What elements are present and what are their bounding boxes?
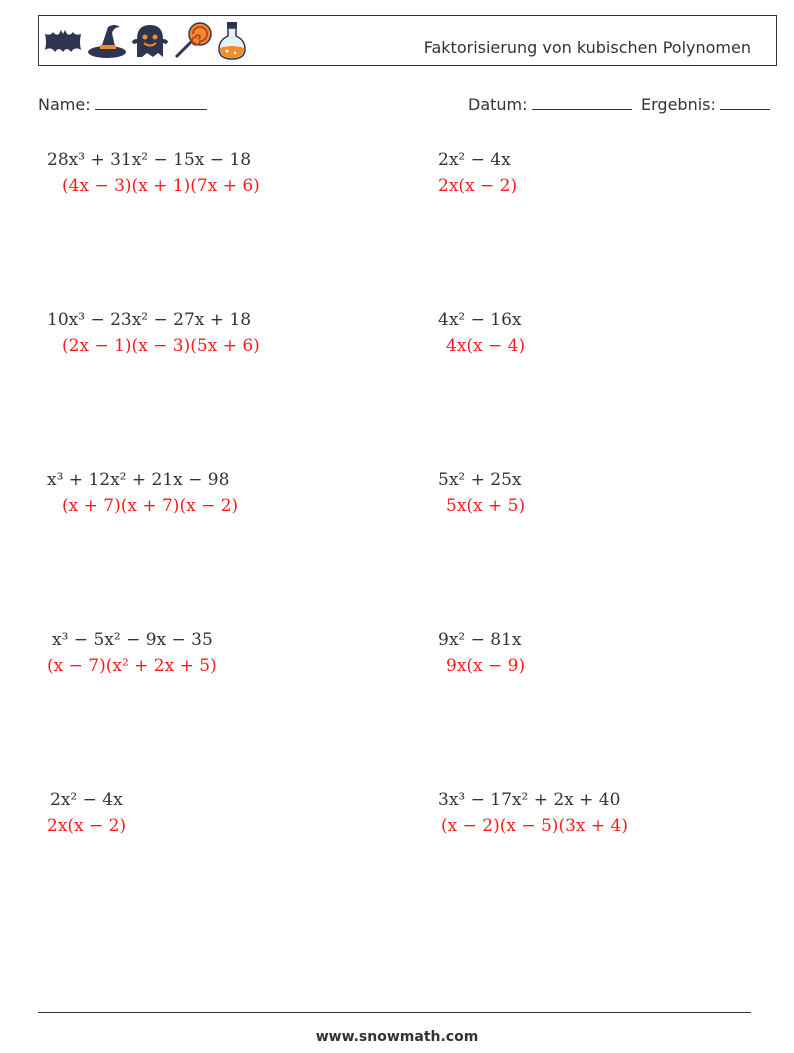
problem-expression: x³ + 12x² + 21x − 98	[47, 470, 230, 490]
name-field[interactable]	[38, 95, 207, 114]
problem-9	[47, 790, 126, 836]
witch-hat-icon	[86, 21, 128, 61]
problem-expression: 2x² − 4x	[50, 790, 123, 810]
problem-answer: (4x − 3)(x + 1)(7x + 6)	[62, 176, 260, 196]
name-label: Name:	[38, 95, 91, 114]
problem-answer: (2x − 1)(x − 3)(5x + 6)	[62, 336, 260, 356]
problem-expression: 9x² − 81x	[438, 630, 522, 650]
problem-expression: 5x² + 25x	[438, 470, 522, 490]
potion-icon	[217, 20, 247, 62]
problem-answer: (x − 7)(x² + 2x + 5)	[47, 656, 217, 676]
problem-7	[47, 630, 217, 676]
problem-expression: 2x² − 4x	[438, 150, 511, 170]
halloween-icons	[43, 20, 247, 62]
problem-expression: 4x² − 16x	[438, 310, 522, 330]
problem-answer: 4x(x − 4)	[446, 336, 526, 356]
problem-answer: 2x(x − 2)	[47, 816, 127, 836]
problem-1	[47, 150, 260, 196]
ghost-icon	[131, 21, 169, 61]
problem-expression: x³ − 5x² − 9x − 35	[52, 630, 213, 650]
problem-expression: 10x³ − 23x² − 27x + 18	[47, 310, 252, 330]
footer-url[interactable]: www.snowmath.com	[315, 1029, 479, 1045]
date-field[interactable]	[468, 95, 632, 114]
date-blank[interactable]	[532, 95, 632, 110]
lollipop-icon	[172, 21, 214, 61]
footer-divider	[38, 1012, 751, 1013]
problem-4	[438, 310, 525, 356]
problem-answer: 5x(x + 5)	[446, 496, 526, 516]
problem-answer: 9x(x − 9)	[446, 656, 526, 676]
worksheet-header	[38, 15, 777, 66]
result-blank[interactable]	[720, 95, 770, 110]
problem-2	[438, 150, 517, 196]
problem-expression: 28x³ + 31x² − 15x − 18	[47, 150, 252, 170]
name-blank[interactable]	[95, 95, 207, 110]
problem-answer: (x − 2)(x − 5)(3x + 4)	[441, 816, 628, 836]
problem-5	[47, 470, 238, 516]
result-field[interactable]	[641, 95, 770, 114]
bat-icon	[43, 26, 83, 56]
problem-expression: 3x³ − 17x² + 2x + 40	[438, 790, 621, 810]
worksheet-title: Faktorisierung von kubischen Polynomen	[423, 38, 751, 57]
problem-answer: 2x(x − 2)	[438, 176, 518, 196]
problem-8	[438, 630, 525, 676]
problem-10	[438, 790, 628, 836]
problem-6	[438, 470, 525, 516]
date-label: Datum:	[468, 95, 528, 114]
result-label: Ergebnis:	[641, 95, 716, 114]
problem-3	[47, 310, 260, 356]
problem-answer: (x + 7)(x + 7)(x − 2)	[62, 496, 239, 516]
